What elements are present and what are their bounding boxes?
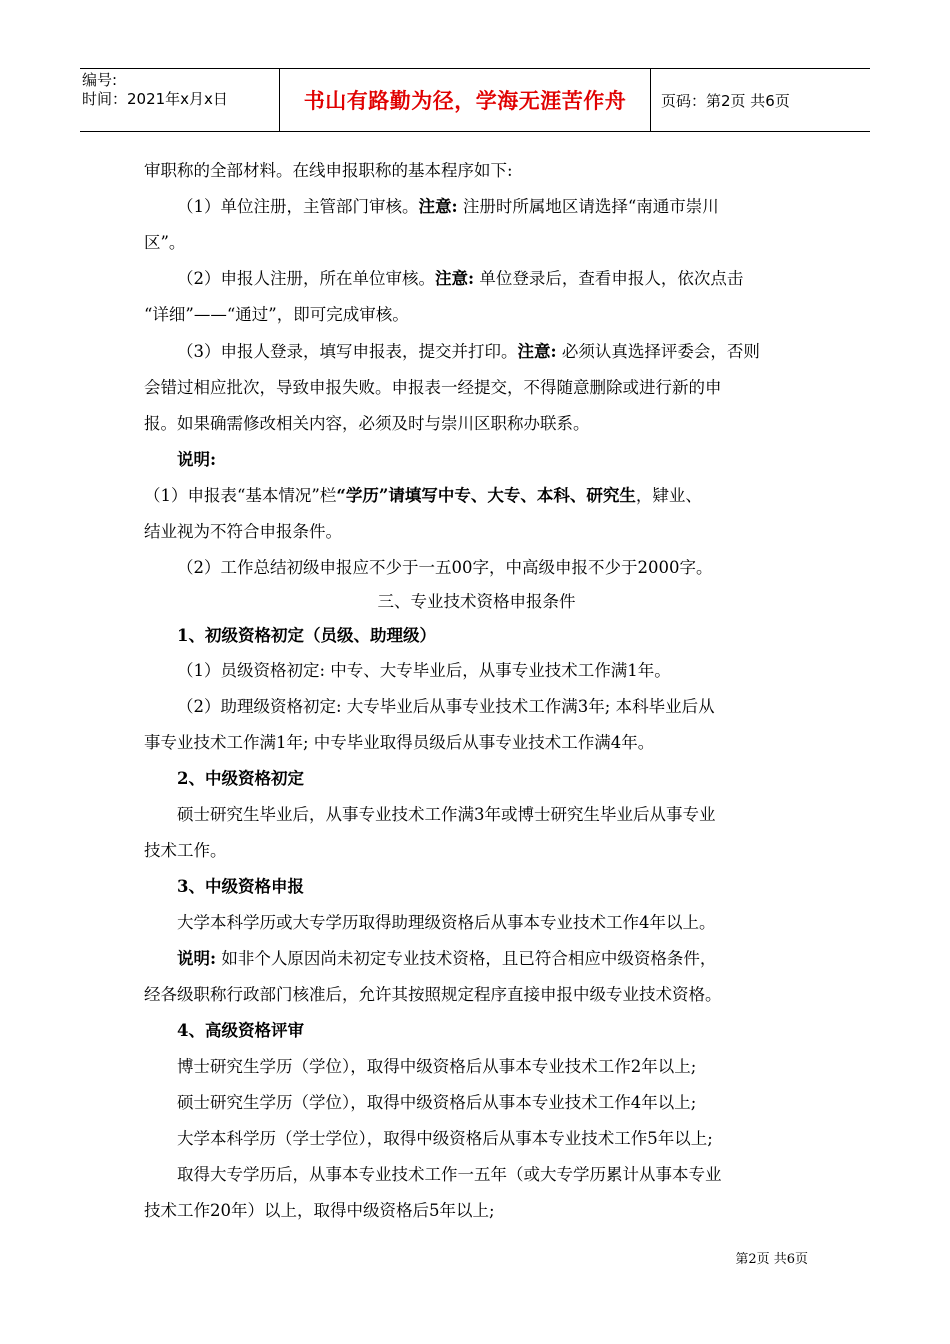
paragraph-line: （1）员级资格初定: 中专、大专毕业后，从事专业技术工作满1年。 [177, 661, 671, 680]
paragraph-line: 技术工作20年）以上，取得中级资格后5年以上; [144, 1201, 495, 1220]
document-number-label: 编号: [82, 71, 118, 89]
subsection-heading: 2、中级资格初定 [177, 769, 304, 788]
paragraph-line: 事专业技术工作满1年; 中专毕业取得员级后从事专业技术工作满4年。 [144, 733, 655, 752]
document-date-label: 时间：2021年x月x日 [82, 90, 228, 108]
paragraph-line: 大学本科学历或大专学历取得助理级资格后从事本专业技术工作4年以上。 [177, 913, 716, 932]
paragraph-line: 经各级职称行政部门核准后，允许其按照规定程序直接申报中级专业技术资格。 [144, 985, 722, 1004]
paragraph-line: 技术工作。 [144, 841, 227, 860]
footer-page-number: 第2页 共6页 [735, 1252, 808, 1267]
paragraph-line: 结业视为不符合申报条件。 [144, 522, 342, 541]
header-page-number: 页码：第2页 共6页 [661, 91, 790, 110]
paragraph-line: （2）工作总结初级申报应不少于一五00字，中高级申报不少于2000字。 [177, 558, 713, 577]
paragraph-line: 区”。 [144, 233, 186, 252]
header-page-cell [651, 69, 870, 131]
section-label: 说明: [177, 450, 217, 469]
header-motto-cell [280, 69, 651, 131]
paragraph-line: 取得大专学历后，从事本专业技术工作一五年（或大专学历累计从事本专业 [177, 1165, 722, 1184]
subsection-heading: 4、高级资格评审 [177, 1021, 304, 1040]
paragraph-line: （1）单位注册，主管部门审核。注意: 注册时所属地区请选择“南通市崇川 [177, 197, 719, 216]
paragraph-line: （3）申报人登录，填写申报表，提交并打印。注意: 必须认真选择评委会，否则 [177, 342, 760, 361]
paragraph-line: 说明: 如非个人原因尚未初定专业技术资格，且已符合相应中级资格条件， [177, 949, 717, 968]
subsection-heading: 3、中级资格申报 [177, 877, 304, 896]
paragraph-line: （1）申报表“基本情况”栏“学历”请填写中专、大专、本科、研究生，肄业、 [144, 486, 702, 505]
header-meta-cell [80, 69, 280, 131]
paragraph-line: 报。如果确需修改相关内容，必须及时与崇川区职称办联系。 [144, 414, 590, 433]
paragraph-line: 审职称的全部材料。在线申报职称的基本程序如下: [144, 161, 513, 180]
paragraph-line: 会错过相应批次，导致申报失败。申报表一经提交，不得随意删除或进行新的申 [144, 378, 722, 397]
subsection-heading: 1、初级资格初定（员级、助理级） [177, 626, 436, 645]
paragraph-line: 硕士研究生毕业后，从事专业技术工作满3年或博士研究生毕业后从事专业 [177, 805, 716, 824]
paragraph-line: 硕士研究生学历（学位），取得中级资格后从事本专业技术工作4年以上; [177, 1093, 697, 1112]
paragraph-line: “详细”——“通过”，即可完成审核。 [144, 305, 409, 324]
paragraph-line: （2）申报人注册，所在单位审核。注意: 单位登录后，查看申报人，依次点击 [177, 269, 744, 288]
section-heading: 三、专业技术资格申报条件 [377, 592, 576, 611]
page-header [80, 68, 870, 132]
paragraph-line: 博士研究生学历（学位），取得中级资格后从事本专业技术工作2年以上; [177, 1057, 697, 1076]
page-footer [735, 1248, 808, 1267]
paragraph-line: （2）助理级资格初定: 大专毕业后从事专业技术工作满3年; 本科毕业后从 [177, 697, 715, 716]
paragraph-line: 大学本科学历（学士学位），取得中级资格后从事本专业技术工作5年以上; [177, 1129, 713, 1148]
header-motto: 书山有路勤为径，学海无涯苦作舟 [303, 89, 627, 113]
